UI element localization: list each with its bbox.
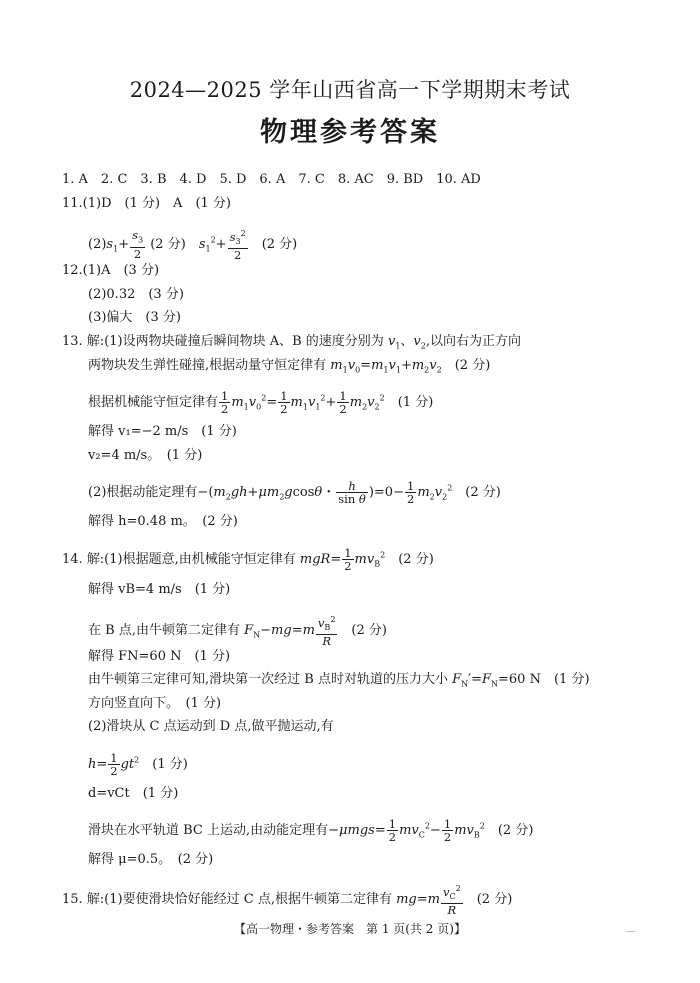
q14-line3: 在 B 点,由牛顿第二定律有 $F_N-mg=m$ $\frac{v_B^2}{R}$ (2 分) bbox=[88, 615, 387, 649]
q14-line8: h= $\frac{1}{2}$ $gt^2$ (1 分) bbox=[88, 751, 188, 778]
q15-line1: 15. 解:(1)要使滑块恰好能经过 C 点,根据牛顿第二定律有 mg=m $\frac{v_C^2}{R}$ (2 分) bbox=[62, 884, 513, 918]
q13-line5: v₂=4 m/s。 (1 分) bbox=[88, 448, 203, 463]
q1-10-answers: 1. A 2. C 3. B 4. D 5. D 6. A 7. C 8. AC 9. BD 10. AD bbox=[62, 172, 481, 187]
q12-part3: (3)偏大 (3 分) bbox=[88, 310, 181, 325]
q13-line3: 根据机械能守恒定律有 $\frac{1}{2}$ $m_1v_0^2=$ $\frac{1}{2}$ $m_1v_1^2+$ $\frac{1}{2}$ $m_2v_2^2$ (1 分) bbox=[88, 389, 434, 416]
q13-line1: 13. 解:(1)设两物块碰撞后瞬间物块 A、B 的速度分别为 $v_1$、$v_2$,以向右为正方向 bbox=[62, 334, 522, 351]
q14-line7: (2)滑块从 C 点运动到 D 点,做平抛运动,有 bbox=[88, 719, 334, 734]
q13-line7: 解得 h=0.48 m。 (2 分) bbox=[88, 514, 238, 529]
q14-line2: 解得 vB=4 m/s (1 分) bbox=[88, 582, 231, 597]
q11-part2: $(2)s_1+$ $\frac{s_3}{2}$ (2 分) $s_1^2+$ $\frac{s_3^2}{2}$ (2 分) bbox=[88, 228, 298, 263]
page-footer: 【高一物理・参考答案 第 1 页(共 2 页)】 bbox=[234, 922, 466, 936]
q12-part1: 12.(1)A (3 分) bbox=[62, 263, 160, 278]
q12-part2: (2)0.32 (3 分) bbox=[88, 287, 184, 302]
exam-title: 2024—2025 学年山西省高一下学期期末考试 bbox=[129, 78, 571, 102]
q14-line10: 滑块在水平轨道 BC 上运动,由动能定理有−μmgs= $\frac{1}{2}$ $mv_C^2-$ $\frac{1}{2}$ $mv_B^2$ (2 分) bbox=[88, 817, 534, 844]
q13-line4: 解得 v₁=−2 m/s (1 分) bbox=[88, 424, 237, 439]
q14-line9: d=vCt (1 分) bbox=[88, 786, 179, 801]
q11-part1: 11.(1)D (1 分) A (1 分) bbox=[62, 196, 231, 211]
q14-line4: 解得 FN=60 N (1 分) bbox=[88, 649, 231, 664]
q14-line5: 由牛顿第三定律可知,滑块第一次经过 B 点时对轨道的压力大小 $F_N'=F_N=60$ N (1 分) bbox=[88, 672, 590, 689]
q13-line2: 两物块发生弹性碰撞,根据动量守恒定律有 $m_1v_0=m_1v_1+m_2v_2$ (2 分) bbox=[88, 358, 491, 375]
q14-line11: 解得 μ=0.5。 (2 分) bbox=[88, 852, 214, 867]
q14-line1: 14. 解:(1)根据题意,由机械能守恒定律有 mgR= $\frac{1}{2}$ $mv_B^2$ (2 分) bbox=[62, 546, 434, 573]
q13-line6: (2)根据动能定理有$-(m_2gh+\mu m_2gcos\theta$・ $\frac{h}{\text{sin θ}}$ )=0− $\frac{1}{2}$ $m_2v_2^2$ (2 分) bbox=[88, 479, 501, 506]
corner-mark bbox=[627, 931, 635, 932]
answer-key-title: 物理参考答案 bbox=[260, 117, 440, 148]
q14-line6: 方向竖直向下。 (1 分) bbox=[88, 696, 222, 711]
